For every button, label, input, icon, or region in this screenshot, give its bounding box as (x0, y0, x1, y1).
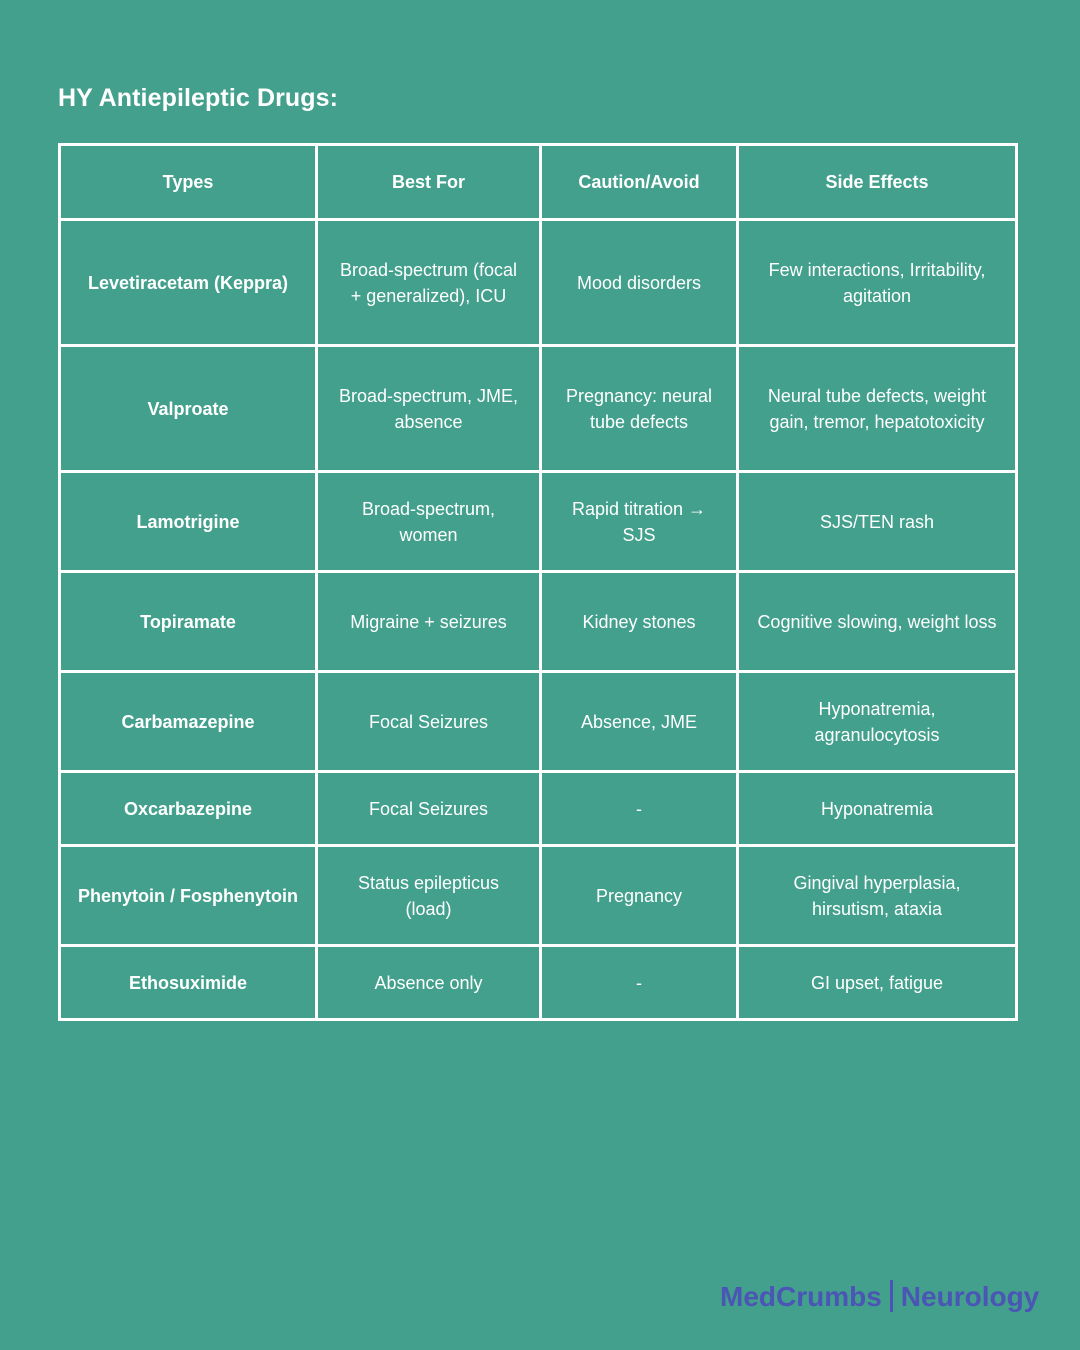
caution-avoid: - (541, 946, 738, 1020)
best-for: Absence only (317, 946, 541, 1020)
caution-avoid: Absence, JME (541, 672, 738, 772)
caution-avoid: Pregnancy: neural tube defects (541, 346, 738, 472)
best-for: Broad-spectrum (focal + generalized), ICU (317, 220, 541, 346)
side-effects: Few interactions, Irritability, agitation (738, 220, 1017, 346)
drug-type: Valproate (60, 346, 317, 472)
brand-divider (890, 1280, 893, 1312)
side-effects: Hyponatremia, agranulocytosis (738, 672, 1017, 772)
caution-avoid: Pregnancy (541, 846, 738, 946)
caution-avoid: - (541, 772, 738, 846)
table-row (60, 572, 1017, 672)
table-row (60, 346, 1017, 472)
side-effects: Hyponatremia (738, 772, 1017, 846)
best-for: Broad-spectrum, JME, absence (317, 346, 541, 472)
page-title: HY Antiepileptic Drugs: (58, 84, 339, 112)
table-row (60, 220, 1017, 346)
drug-type: Oxcarbazepine (60, 772, 317, 846)
table-row (60, 846, 1017, 946)
side-effects: SJS/TEN rash (738, 472, 1017, 572)
side-effects: Cognitive slowing, weight loss (738, 572, 1017, 672)
brand-section: Neurology (900, 1281, 1040, 1312)
side-effects: Gingival hyperplasia, hirsutism, ataxia (738, 846, 1017, 946)
side-effects: GI upset, fatigue (738, 946, 1017, 1020)
header-types: Types (60, 145, 317, 220)
footer-brand (720, 1280, 1039, 1313)
best-for: Status epilepticus (load) (317, 846, 541, 946)
drug-type: Lamotrigine (60, 472, 317, 572)
drug-type: Carbamazepine (60, 672, 317, 772)
drug-type: Levetiracetam (Keppra) (60, 220, 317, 346)
drug-type: Topiramate (60, 572, 317, 672)
drug-type: Phenytoin / Fosphenytoin (60, 846, 317, 946)
best-for: Focal Seizures (317, 772, 541, 846)
best-for: Migraine + seizures (317, 572, 541, 672)
header-side-effects: Side Effects (738, 145, 1017, 220)
caution-avoid: Kidney stones (541, 572, 738, 672)
antiepileptic-drugs-table (58, 143, 1018, 1021)
table-row (60, 672, 1017, 772)
caution-avoid: Mood disorders (541, 220, 738, 346)
best-for: Broad-spectrum, women (317, 472, 541, 572)
table-row (60, 772, 1017, 846)
side-effects: Neural tube defects, weight gain, tremor, hepatotoxicity (738, 346, 1017, 472)
header-best-for: Best For (317, 145, 541, 220)
table-row (60, 472, 1017, 572)
header-caution-avoid: Caution/Avoid (541, 145, 738, 220)
drug-type: Ethosuximide (60, 946, 317, 1020)
caution-avoid: Rapid titration → SJS (541, 472, 738, 572)
best-for: Focal Seizures (317, 672, 541, 772)
table-header-row (60, 145, 1017, 220)
brand-name: MedCrumbs (720, 1281, 882, 1312)
table-row (60, 946, 1017, 1020)
